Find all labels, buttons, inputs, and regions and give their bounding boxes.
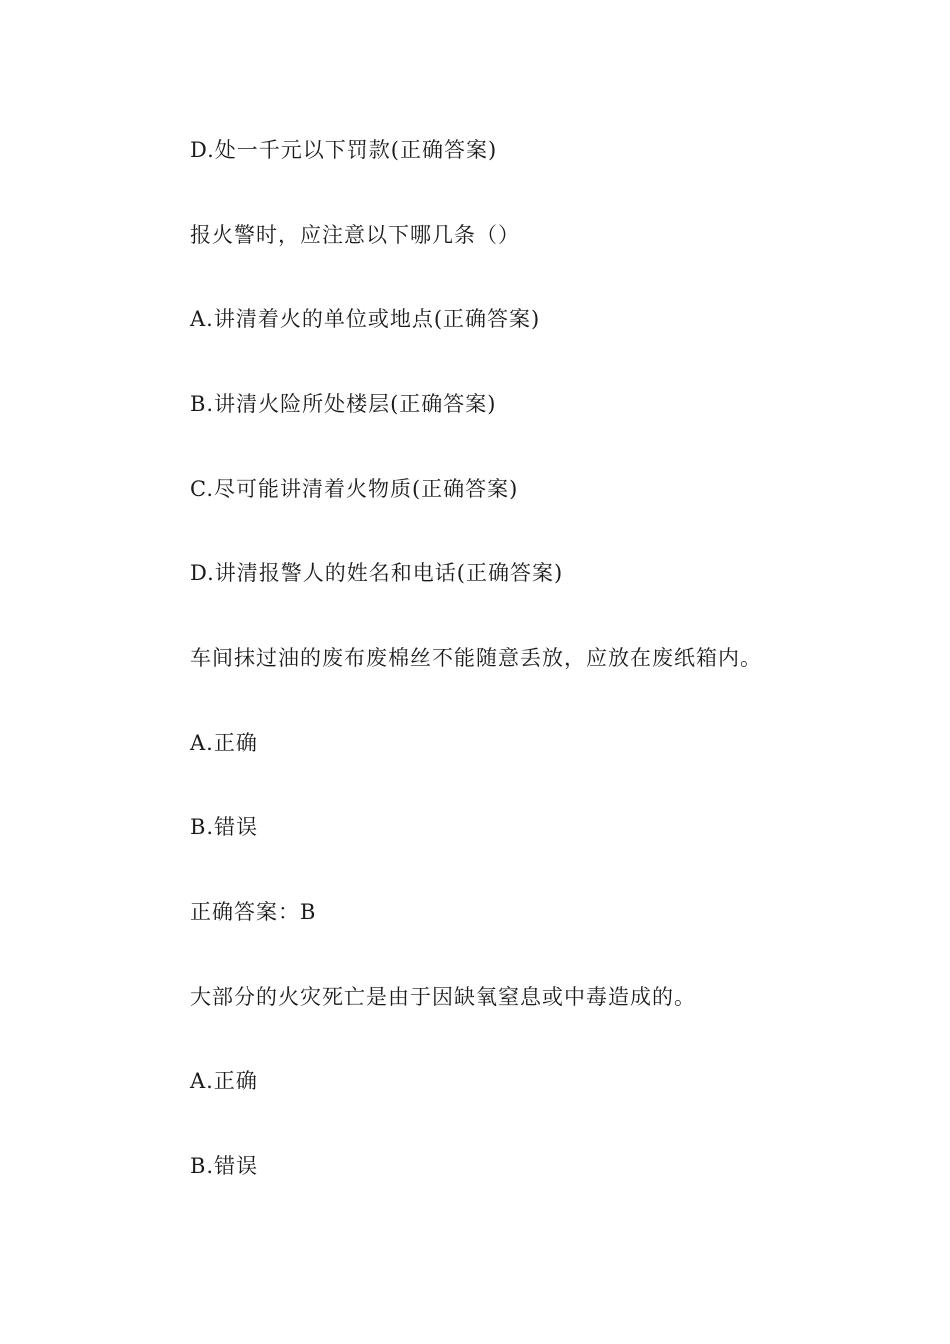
option-b-text: B.错误 <box>190 815 259 839</box>
question-text: 大部分的火灾死亡是由于因缺氧窒息或中毒造成的。 <box>190 985 696 1009</box>
option-c-text: C.尽可能讲清着火物质(正确答案) <box>190 477 519 501</box>
option-a-text: A.正确 <box>190 731 258 755</box>
correct-answer-text: 正确答案：B <box>190 900 317 924</box>
question-text: 车间抹过油的废布废棉丝不能随意丢放，应放在废纸箱内。 <box>190 646 762 670</box>
option-a-text: A.讲清着火的单位或地点(正确答案) <box>190 307 541 331</box>
option-b-text: B.讲清火险所处楼层(正确答案) <box>190 392 497 416</box>
option-a-text: A.正确 <box>190 1069 258 1093</box>
option-d-text: D.讲清报警人的姓名和电话(正确答案) <box>190 561 564 585</box>
option-d-text: D.处一千元以下罚款(正确答案) <box>190 138 498 162</box>
option-b-text: B.错误 <box>190 1154 259 1178</box>
question-text: 报火警时，应注意以下哪几条（） <box>190 223 520 247</box>
